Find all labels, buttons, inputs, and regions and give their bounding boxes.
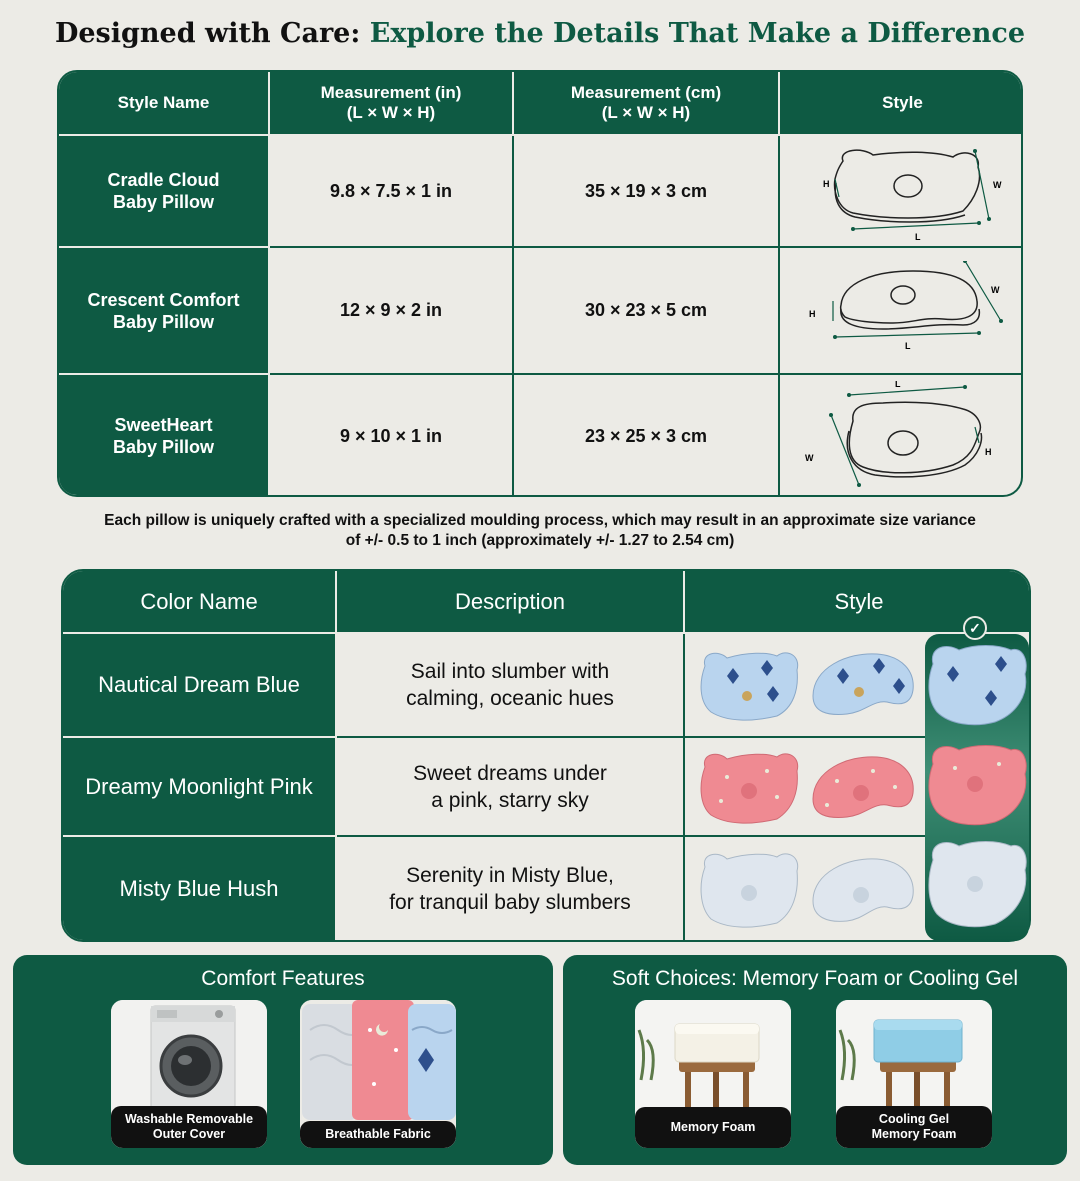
table-row: [59, 374, 1023, 497]
table-row: [63, 633, 1031, 737]
diagram-label-h: H: [984, 447, 991, 457]
diagram-label-w: W: [990, 284, 999, 295]
sweetheart-diagram-icon: [803, 381, 1003, 491]
panel-title: Soft Choices: Memory Foam or Cooling Gel: [611, 967, 1019, 990]
header-style: Style: [684, 571, 1031, 633]
soft-choices-panel: [563, 955, 1067, 1165]
color-table: [61, 569, 1031, 942]
check-icon: ✓: [963, 616, 987, 640]
style-name-cell: SweetHeart Baby Pillow: [59, 374, 269, 497]
pillow-cradle-pink-icon: [697, 747, 801, 827]
style-diagram-cell: [779, 247, 1023, 374]
table-row: [59, 135, 1023, 247]
diagram-label-l: L: [894, 381, 900, 389]
cradle-cloud-diagram-icon: [803, 141, 1003, 241]
table-row: [63, 836, 1031, 940]
color-name-cell: Dreamy Moonlight Pink: [63, 737, 336, 836]
sweetheart-pillow-column: [925, 634, 1029, 946]
size-variance-note: Each pillow is uniquely crafted with a specialized moulding process, which may result in an approximate size variance of +/- 0.5 to 1 inch (approximately +/- 1.27 to 2.54 cm): [104, 512, 976, 549]
diagram-label-h: H: [822, 179, 829, 189]
header-description: Description: [336, 571, 684, 633]
measurement-cm-cell: 35 × 19 × 3 cm: [513, 135, 779, 247]
header-color-name: Color Name: [63, 571, 336, 633]
card-label: Memory Foam: [635, 1107, 791, 1148]
header-measurement-in: Measurement (in) (L × W × H): [269, 72, 513, 135]
style-name-cell: Cradle Cloud Baby Pillow: [59, 135, 269, 247]
measurement-in-cell: 9 × 10 × 1 in: [269, 374, 513, 497]
description-cell: Sail into slumber with calming, oceanic hues: [336, 633, 684, 737]
color-name-cell: Nautical Dream Blue: [63, 633, 336, 737]
title-part2: Explore the Details That Make a Difference: [369, 18, 1026, 49]
page-title: [0, 18, 1080, 49]
pillow-cradle-misty-icon: [697, 847, 801, 931]
title-part1: Designed with Care:: [54, 18, 361, 49]
memory-foam-card: [635, 1000, 791, 1148]
card-label: Washable Removable Outer Cover: [111, 1106, 267, 1148]
description-cell: Serenity in Misty Blue, for tranquil baby slumbers: [336, 836, 684, 940]
table-row: [59, 247, 1023, 374]
diagram-label-h: H: [808, 308, 815, 319]
pillow-crescent-blue-icon: [807, 646, 917, 724]
measurement-in-cell: 9.8 × 7.5 × 1 in: [269, 135, 513, 247]
pillow-crescent-misty-icon: [807, 847, 917, 931]
panel-title: Comfort Features: [201, 967, 365, 990]
color-name-cell: Misty Blue Hush: [63, 836, 336, 940]
size-table: [57, 70, 1023, 497]
washable-cover-card: [111, 1000, 267, 1148]
diagram-label-l: L: [904, 340, 910, 351]
cooling-gel-card: [836, 1000, 992, 1148]
header-style: Style: [779, 72, 1023, 135]
measurement-cm-cell: 23 × 25 × 3 cm: [513, 374, 779, 497]
breathable-fabric-card: [300, 1000, 456, 1148]
card-label: Cooling Gel Memory Foam: [836, 1106, 992, 1148]
style-name-cell: Crescent Comfort Baby Pillow: [59, 247, 269, 374]
header-style-name: Style Name: [59, 72, 269, 135]
measurement-cm-cell: 30 × 23 × 5 cm: [513, 247, 779, 374]
card-label: Breathable Fabric: [300, 1121, 456, 1148]
crescent-comfort-diagram-icon: [803, 261, 1003, 361]
style-diagram-cell: [779, 135, 1023, 247]
header-measurement-cm: Measurement (cm) (L × W × H): [513, 72, 779, 135]
diagram-label-l: L: [914, 232, 920, 241]
diagram-label-w: W: [992, 180, 1001, 190]
pillow-sweetheart-variants-icon: [925, 634, 1029, 941]
table-row: [63, 737, 1031, 836]
pillow-crescent-pink-icon: [807, 747, 917, 827]
style-diagram-cell: [779, 374, 1023, 497]
pillow-cradle-blue-icon: [697, 646, 801, 724]
comfort-features-panel: [13, 955, 553, 1165]
diagram-label-w: W: [804, 453, 813, 463]
description-cell: Sweet dreams under a pink, starry sky: [336, 737, 684, 836]
measurement-in-cell: 12 × 9 × 2 in: [269, 247, 513, 374]
